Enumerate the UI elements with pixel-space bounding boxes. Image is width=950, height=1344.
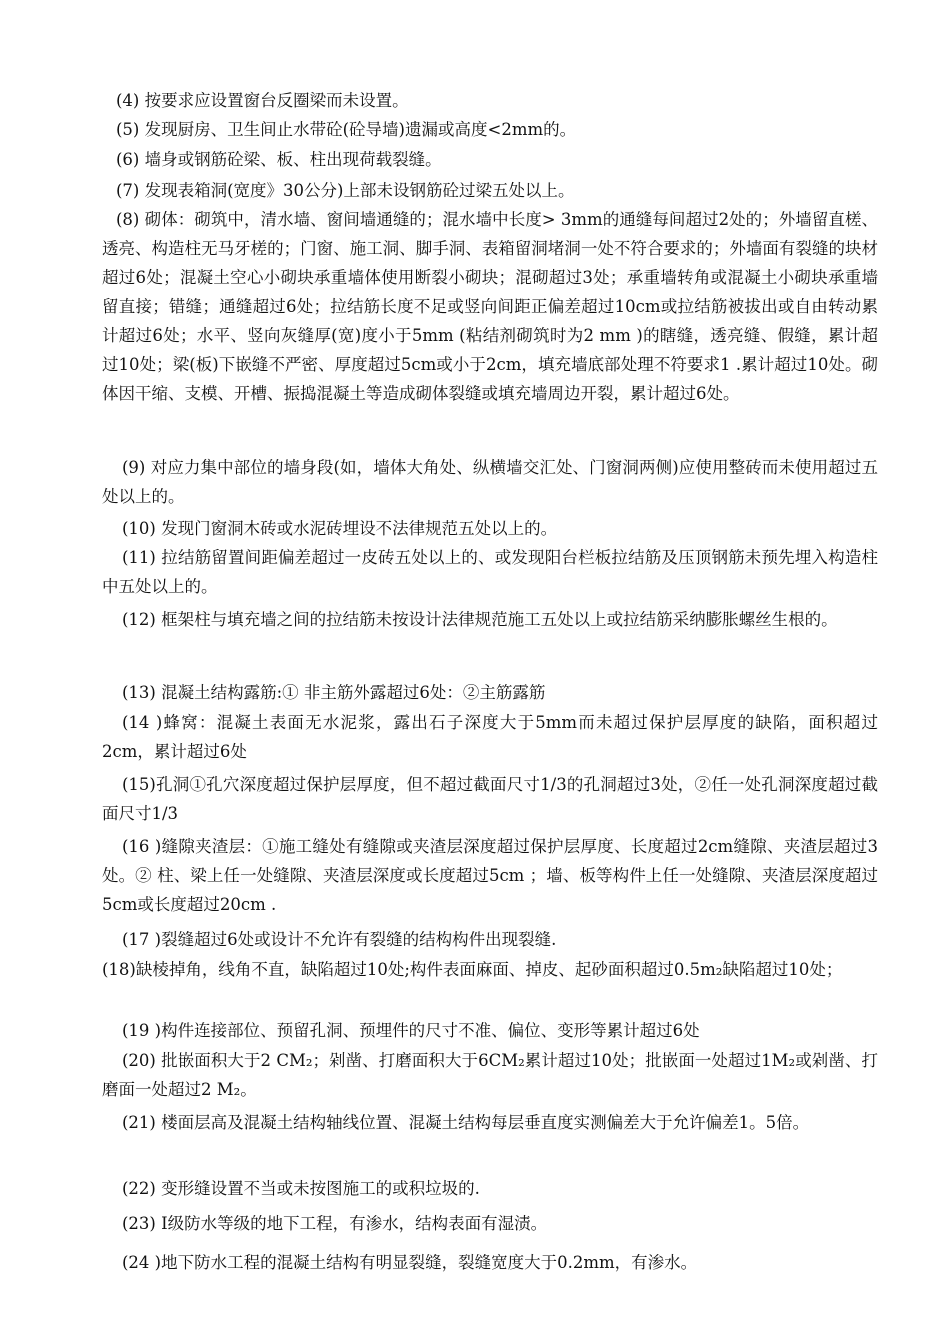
item-18: (18)缺棱掉角，线角不直，缺陷超过10处;构件表面麻面、掉皮、起砂面积超过0.5m₂缺陷超过10处； <box>102 960 843 979</box>
item-15: (15)孔洞①孔穴深度超过保护层厚度，但不超过截面尺寸1/3的孔洞超过3处，②任一处孔洞深度超过截面尺寸1/3 <box>102 775 878 823</box>
item-21: (21) 楼面层高及混凝土结构轴线位置、混凝土结构每层垂直度实测偏差大于允许偏差1。5倍。 <box>122 1113 810 1132</box>
item-12: (12) 框架柱与填充墙之间的拉结筋未按设计法律规范施工五处以上或拉结筋采纳膨胀螺丝生根的。 <box>122 610 838 629</box>
item-22: (22) 变形缝设置不当或未按图施工的或积垃圾的. <box>122 1179 480 1198</box>
item-7: (7) 发现表箱洞(宽度》30公分)上部未设钢筋砼过梁五处以上。 <box>116 181 575 200</box>
item-4: (4) 按要求应设置窗台反圈梁而未设置。 <box>116 91 409 110</box>
item-13: (13) 混凝土结构露筋:① 非主筋外露超过6处：②主筋露筋 <box>122 683 546 702</box>
item-8: (8) 砌体：砌筑中，清水墙、窗间墙通缝的；混水墙中长度> 3mm的通缝每间超过2处的；外墙留直槎、透亮、构造柱无马牙槎的；门窗、施工洞、脚手洞、表箱留洞堵洞一处不符合要求的；外墙面有裂缝的块材超过6处；混凝土空心小砌块承重墙体使用断裂小砌块；混砌超过3处；承重墙转角或混凝土小砌块承重墙留直接；错缝；通缝超过6处；拉结筋长度不足或竖向间距正偏差超过10cm或拉结筋被拔出或自由转动累计超过6处；水平、竖向灰缝厚(宽)度小于5mm (粘结剂砌筑时为2 mm )的瞎缝，透亮缝、假缝，累计超过10处；梁(板)下嵌缝不严密、厚度超过5cm或小于2cm，填充墙底部处理不符要求1 .累计超过10处。砌体因干缩、支模、开槽、振捣混凝土等造成砌体裂缝或填充墙周边开裂，累计超过6处。 <box>102 210 878 403</box>
item-5: (5) 发现厨房、卫生间止水带砼(砼导墙)遗漏或高度<2mm的。 <box>116 120 577 139</box>
item-10: (10) 发现门窗洞木砖或水泥砖埋设不法律规范五处以上的。 <box>122 519 558 538</box>
item-23: (23) I级防水等级的地下工程，有渗水，结构表面有湿渍。 <box>122 1214 548 1233</box>
item-11: (11) 拉结筋留置间距偏差超过一皮砖五处以上的、或发现阳台栏板拉结筋及压顶钢筋未预先埋入构造柱中五处以上的。 <box>102 548 878 596</box>
item-6: (6) 墙身或钢筋砼梁、板、柱出现荷载裂缝。 <box>116 150 442 169</box>
item-9: (9) 对应力集中部位的墙身段(如，墙体大角处、纵横墙交汇处、门窗洞两侧)应使用整砖而未使用超过五处以上的。 <box>102 458 878 506</box>
item-20: (20) 批嵌面积大于2 CM₂；剁凿、打磨面积大于6CM₂累计超过10处；批嵌面一处超过1M₂或剁凿、打磨面一处超过2 M₂。 <box>102 1051 878 1099</box>
item-17: (17 )裂缝超过6处或设计不允许有裂缝的结构构件出现裂缝. <box>122 930 557 949</box>
item-16: (16 )缝隙夹渣层：①施工缝处有缝隙或夹渣层深度超过保护层厚度、长度超过2cm缝隙、夹渣层超过3处。② 柱、梁上任一处缝隙、夹渣层深度或长度超过5cm ；墙、板等构件上任一处缝隙、夹渣层深度超过5cm或长度超过20cm . <box>102 837 878 914</box>
item-14: (14 )蜂窝：混凝土表面无水泥浆，露出石子深度大于5mm而未超过保护层厚度的缺陷，面积超过2cm，累计超过6处 <box>102 713 878 761</box>
item-19: (19 )构件连接部位、预留孔洞、预埋件的尺寸不准、偏位、变形等累计超过6处 <box>122 1021 700 1040</box>
item-24: (24 )地下防水工程的混凝土结构有明显裂缝，裂缝宽度大于0.2mm，有渗水。 <box>122 1253 698 1272</box>
